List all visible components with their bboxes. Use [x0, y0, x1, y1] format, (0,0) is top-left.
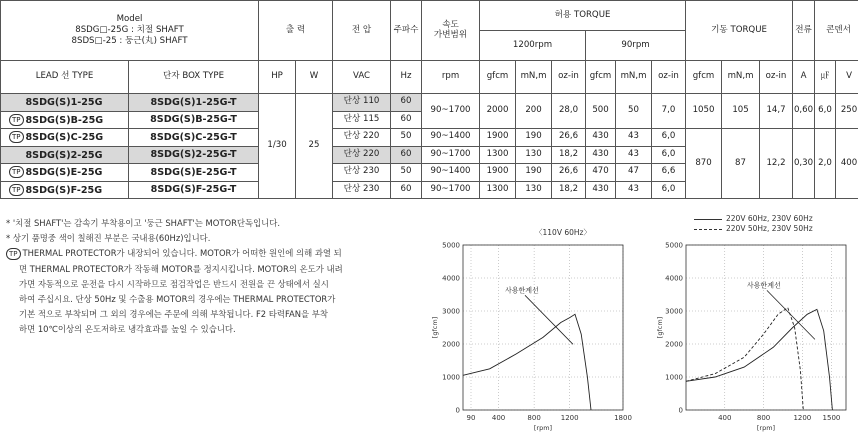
unit-gfcm: gfcm: [480, 61, 516, 94]
torque-cell: 500: [586, 94, 616, 129]
legend-dashed-label: 220V 50Hz, 230V 50Hz: [726, 224, 813, 233]
starting-torque-header: 기동 TORQUE: [686, 1, 793, 61]
torque-chart-110v: [425, 225, 635, 435]
capacitor-v-cell: 400: [836, 129, 858, 199]
torque-cell: 190: [516, 164, 552, 182]
torque-cell: 1300: [480, 146, 516, 164]
torque-cell: 43: [616, 181, 652, 199]
frequency-cell: 60: [391, 94, 422, 112]
lead-model-text: 8SDG(S)E-25G: [25, 167, 103, 179]
capacitor-v-cell: 250: [836, 94, 858, 129]
rpm-1200-header: 1200rpm: [480, 31, 586, 61]
lead-model-text: 8SDG(S)B-25G: [25, 114, 104, 126]
voltage-cell: 단상 115: [333, 111, 391, 129]
tp-badge: TP: [6, 248, 21, 260]
torque-cell: 6,0: [652, 181, 686, 199]
output-header: 출 력: [259, 1, 333, 61]
series-line: [686, 309, 832, 410]
frequency-cell: 60: [391, 146, 422, 164]
capacitor-header: 콘덴서: [815, 1, 858, 61]
note-thermal-line: 하여 주십시요. 단상 50Hz 및 수출용 MOTOR의 경우에는 THERMAL PROTECTOR가: [19, 294, 336, 305]
note-domestic: * 상기 품명중 색이 칠해진 부분은 국내용(60Hz)입니다.: [6, 233, 211, 244]
speed-range-cell: 90~1400: [422, 164, 480, 182]
box-model-cell: 8SDG(S)C-25G-T: [129, 129, 259, 147]
torque-cell: 1900: [480, 164, 516, 182]
note-thermal-line: 기본 적으로 부착되며 그 외의 경우에는 주문에 의해 부착됩니다. F2 타력FAN을 부착: [19, 309, 328, 320]
lead-model-cell: [1, 181, 129, 199]
tp-badge: TP: [9, 114, 24, 126]
voltage-cell: 단상 110: [333, 94, 391, 112]
unit-mnm: mN,m: [722, 61, 760, 94]
torque-cell: 130: [516, 181, 552, 199]
y-axis-label: [gfcm]: [656, 316, 664, 339]
unit-rpm: rpm: [422, 61, 480, 94]
torque-cell: 18,2: [552, 146, 586, 164]
torque-cell: 43: [616, 146, 652, 164]
torque-cell: 470: [586, 164, 616, 182]
torque-cell: 28,0: [552, 94, 586, 129]
box-model-cell: 8SDG(S)2-25G-T: [129, 146, 259, 164]
box-model-cell: 8SDG(S)F-25G-T: [129, 181, 259, 199]
speed-range-cell: 90~1400: [422, 129, 480, 147]
usage-limit-label: 사용한계선: [746, 281, 781, 290]
torque-chart-220v: [650, 225, 855, 435]
voltage-cell: 단상 220: [333, 129, 391, 147]
torque-cell: 26,6: [552, 164, 586, 182]
unit-v: V: [836, 61, 858, 94]
torque-cell: 6,0: [652, 129, 686, 147]
start-torque-cell: 12,2: [760, 129, 793, 199]
output-hp: 1/30: [259, 94, 296, 199]
lead-model-cell: [1, 146, 129, 164]
capacitor-uf-cell: 2,0: [815, 129, 836, 199]
note-thermal-line: 하면 10℃이상의 온도저하로 냉각효과를 높일 수 있습니다.: [19, 324, 236, 335]
speed-range-cell: 90~1700: [422, 94, 480, 129]
note-shaft: * '치절 SHAFT'는 감속기 부착용이고 '둥근 SHAFT'는 MOTOR단독입니다.: [6, 218, 281, 228]
box-model-cell: 8SDG(S)1-25G-T: [129, 94, 259, 112]
torque-cell: 47: [616, 164, 652, 182]
model-header: [1, 1, 259, 61]
frequency-cell: 60: [391, 111, 422, 129]
x-axis-label: [rpm]: [756, 424, 776, 432]
start-torque-cell: 87: [722, 129, 760, 199]
series-line: [686, 308, 803, 410]
x-tick-label: 1200: [560, 414, 579, 422]
legend-solid-label: 220V 60Hz, 230V 60Hz: [726, 214, 813, 223]
x-axis-label: [rpm]: [533, 424, 553, 432]
unit-gfcm: gfcm: [686, 61, 722, 94]
torque-cell: 26,6: [552, 129, 586, 147]
y-tick-label: 5000: [665, 241, 683, 250]
frequency-cell: 50: [391, 164, 422, 182]
start-torque-cell: 1050: [686, 94, 722, 129]
unit-a: A: [793, 61, 815, 94]
model-line-2: 8SDS□-25 : 둥근(丸) SHAFT: [71, 35, 188, 46]
unit-gfcm: gfcm: [586, 61, 616, 94]
y-axis-label: [gfcm]: [431, 316, 439, 339]
x-tick-label: 1800: [614, 414, 632, 422]
current-cell: 0,30: [793, 129, 815, 199]
torque-cell: 6,6: [652, 164, 686, 182]
lead-model-cell: [1, 94, 129, 112]
voltage-header: 전 압: [333, 1, 391, 61]
torque-cell: 50: [616, 94, 652, 129]
torque-cell: 2000: [480, 94, 516, 129]
start-torque-cell: 870: [686, 129, 722, 199]
unit-mnm: mN,m: [516, 61, 552, 94]
torque-cell: 430: [586, 181, 616, 199]
torque-cell: 430: [586, 129, 616, 147]
tp-badge: TP: [9, 131, 24, 143]
unit-hz: Hz: [391, 61, 422, 94]
current-cell: 0,60: [793, 94, 815, 129]
voltage-cell: 단상 230: [333, 164, 391, 182]
torque-cell: 430: [586, 146, 616, 164]
unit-ozin: oz-in: [552, 61, 586, 94]
speed-range-header: 속도 가변범위: [422, 1, 480, 61]
notes-block: [6, 216, 416, 338]
y-tick-label: 2000: [442, 340, 460, 349]
frequency-header: 주파수: [391, 1, 422, 61]
y-tick-label: 3000: [665, 307, 683, 316]
torque-cell: 6,0: [652, 146, 686, 164]
rpm-90-header: 90rpm: [586, 31, 686, 61]
voltage-cell: 단상 220: [333, 146, 391, 164]
lead-model-text: 8SDG(S)C-25G: [25, 132, 104, 144]
tp-badge: TP: [9, 166, 24, 178]
start-torque-cell: 105: [722, 94, 760, 129]
box-type-header: 단자 BOX TYPE: [129, 61, 259, 94]
tp-badge: TP: [9, 184, 24, 196]
y-tick-label: 2000: [665, 340, 683, 349]
torque-cell: 7,0: [652, 94, 686, 129]
speed-range-cell: 90~1700: [422, 181, 480, 199]
y-tick-label: 4000: [665, 274, 683, 283]
voltage-cell: 단상 230: [333, 181, 391, 199]
lead-type-header: LEAD 선 TYPE: [1, 61, 129, 94]
y-tick-label: 0: [678, 406, 683, 415]
y-tick-label: 1000: [665, 373, 683, 382]
solid-line-icon: [694, 219, 722, 220]
lead-model-text: 8SDG(S)2-25G: [25, 149, 103, 161]
plot-frame: [686, 245, 846, 410]
usage-limit-arrow: [767, 290, 815, 339]
x-tick-label: 800: [756, 414, 771, 422]
note-thermal-line: [6, 246, 416, 261]
start-torque-cell: 14,7: [760, 94, 793, 129]
x-tick-label: 1500: [822, 414, 841, 422]
box-model-cell: 8SDG(S)B-25G-T: [129, 111, 259, 129]
lead-model-text: 8SDG(S)1-25G: [25, 97, 103, 109]
unit-mnm: mN,m: [616, 61, 652, 94]
x-tick-label: 400: [491, 414, 506, 422]
speed-range-cell: 90~1700: [422, 146, 480, 164]
output-w: 25: [296, 94, 333, 199]
unit-vac: VAC: [333, 61, 391, 94]
lead-model-cell: [1, 129, 129, 147]
x-tick-label: 400: [718, 414, 732, 422]
lead-model-cell: [1, 164, 129, 182]
allowable-torque-header: 허용 TORQUE: [480, 1, 686, 31]
frequency-cell: 50: [391, 129, 422, 147]
note-thermal-line: 가면 자동적으로 운전을 다시 시작하므로 점검작업은 반드시 전원을 끈 상태에서 실시: [19, 278, 329, 289]
torque-cell: 43: [616, 129, 652, 147]
x-tick-label: 1200: [793, 414, 812, 422]
torque-cell: 18,2: [552, 181, 586, 199]
unit-uf: ㎌: [815, 61, 836, 94]
torque-cell: 190: [516, 129, 552, 147]
plot-frame: [463, 245, 623, 410]
legend-solid: [694, 214, 813, 224]
y-tick-label: 3000: [442, 307, 460, 316]
unit-ozin: oz-in: [760, 61, 793, 94]
x-tick-label: 90: [466, 414, 476, 422]
spec-table: [0, 0, 858, 199]
usage-limit-label: 사용한계선: [505, 286, 539, 295]
torque-cell: 1900: [480, 129, 516, 147]
y-tick-label: 4000: [442, 274, 460, 283]
y-tick-label: 1000: [442, 373, 460, 382]
note-thermal-text: THERMAL PROTECTOR가 내장되어 있습니다. MOTOR가 어떠한 원인에 의해 과열 되: [22, 248, 342, 259]
chart-title: 〈110V 60Hz〉: [535, 228, 591, 237]
unit-w: W: [296, 61, 333, 94]
y-tick-label: 0: [455, 406, 460, 415]
lead-model-cell: [1, 111, 129, 129]
torque-cell: 1300: [480, 181, 516, 199]
series-line: [463, 314, 591, 410]
frequency-cell: 60: [391, 181, 422, 199]
model-title: Model: [116, 14, 143, 25]
y-tick-label: 5000: [442, 241, 460, 250]
x-tick-label: 800: [527, 414, 541, 422]
unit-ozin: oz-in: [652, 61, 686, 94]
current-header: 전류: [793, 1, 815, 61]
torque-cell: 200: [516, 94, 552, 129]
lead-model-text: 8SDG(S)F-25G: [25, 184, 103, 196]
note-thermal-line: 면 THERMAL PROTECTOR가 작동해 MOTOR를 정지시킵니다. MOTOR의 온도가 내려: [19, 263, 343, 274]
model-line-1: 8SDG□-25G : 치절 SHAFT: [75, 25, 184, 36]
box-model-cell: 8SDG(S)E-25G-T: [129, 164, 259, 182]
torque-cell: 130: [516, 146, 552, 164]
unit-hp: HP: [259, 61, 296, 94]
capacitor-uf-cell: 6,0: [815, 94, 836, 129]
